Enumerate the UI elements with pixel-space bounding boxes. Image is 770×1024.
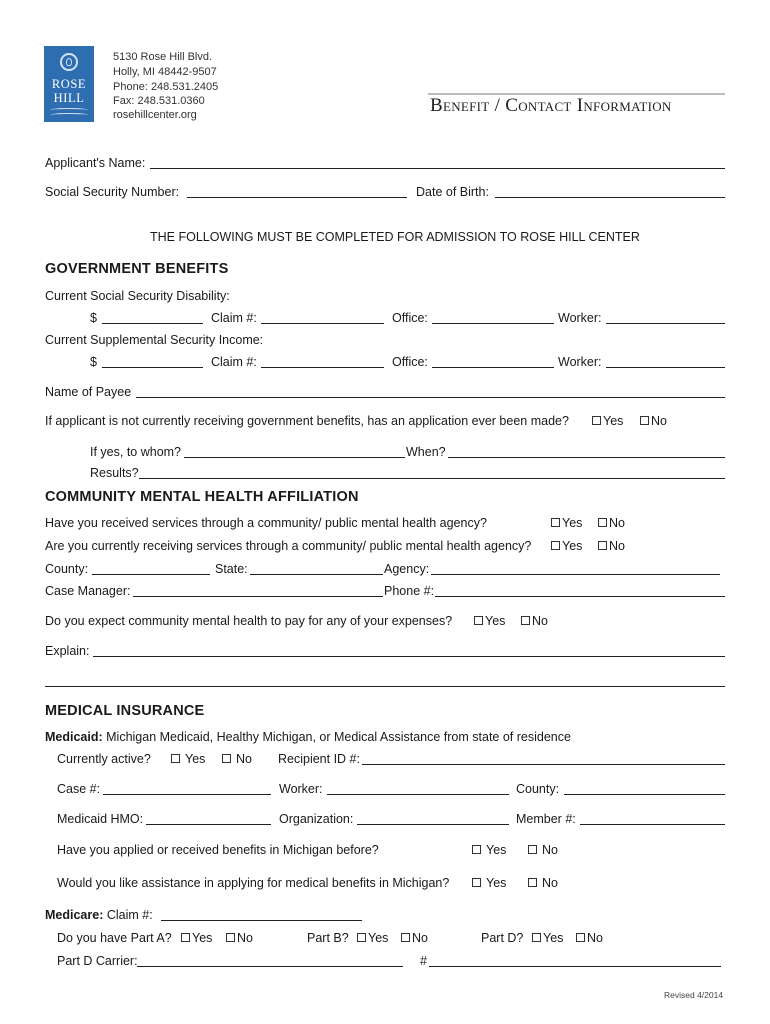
medicare-claim-field[interactable] xyxy=(161,920,362,921)
applicant-name-label: Applicant's Name: xyxy=(45,156,146,170)
ssd-dollar-sign: $ xyxy=(90,311,97,325)
assistance-yes-label: Yes xyxy=(486,876,507,890)
part-d-no-checkbox[interactable] xyxy=(576,933,585,942)
ssi-office-label: Office: xyxy=(392,355,428,369)
ssd-claim-field[interactable] xyxy=(261,323,384,324)
revised-date: Revised 4/2014 xyxy=(664,990,724,1000)
application-yes-label: Yes xyxy=(603,414,624,428)
to-whom-field[interactable] xyxy=(184,457,405,458)
ssd-label: Current Social Security Disability: xyxy=(45,289,230,303)
when-label: When? xyxy=(406,445,446,459)
dob-label: Date of Birth: xyxy=(416,185,489,199)
active-yes-checkbox[interactable] xyxy=(171,754,180,763)
medicare-line xyxy=(45,908,153,922)
logo-word-rose: ROSE xyxy=(51,77,87,91)
ssi-office-field[interactable] xyxy=(432,367,554,368)
ssd-worker-label: Worker: xyxy=(558,311,602,325)
cmh-q2-yes-checkbox[interactable] xyxy=(551,541,560,550)
medicaid-worker-label: Worker: xyxy=(279,782,323,796)
applied-yes-checkbox[interactable] xyxy=(472,845,481,854)
member-label: Member #: xyxy=(516,812,576,826)
part-b-yes-checkbox[interactable] xyxy=(357,933,366,942)
ssi-dollar-sign: $ xyxy=(90,355,97,369)
ssd-office-field[interactable] xyxy=(432,323,554,324)
cmh-q3: Do you expect community mental health to pay for any of your expenses? xyxy=(45,614,453,628)
applied-yes-label: Yes xyxy=(486,843,507,857)
medicaid-case-label: Case #: xyxy=(57,782,101,796)
cmh-agency-field[interactable] xyxy=(431,574,720,575)
medicare-claim-label: Claim #: xyxy=(106,908,153,922)
medicaid-worker-field[interactable] xyxy=(327,794,509,795)
active-yes-label: Yes xyxy=(185,752,206,766)
website: rosehillcenter.org xyxy=(113,109,197,121)
part-b-label: Part B? xyxy=(307,931,349,945)
ssd-claim-label: Claim #: xyxy=(211,311,257,325)
part-b-yes-label: Yes xyxy=(368,931,389,945)
applied-no-checkbox[interactable] xyxy=(528,845,537,854)
phone-line xyxy=(113,80,218,94)
address-line-1: 5130 Rose Hill Blvd. xyxy=(113,51,213,63)
cmh-county-label: County: xyxy=(45,562,89,576)
logo-swoosh xyxy=(50,108,88,112)
medicaid-hmo-label: Medicaid HMO: xyxy=(57,812,144,826)
when-field[interactable] xyxy=(448,457,725,458)
applicant-name-field[interactable] xyxy=(150,168,725,169)
part-d-no-label: No xyxy=(587,931,603,945)
medical-insurance-heading: MEDICAL INSURANCE xyxy=(45,703,205,719)
logo-word-hill: HILL xyxy=(53,91,85,105)
assistance-no-label: No xyxy=(542,876,558,890)
explain-field[interactable] xyxy=(93,656,725,657)
part-d-carrier-field[interactable] xyxy=(137,966,403,967)
medicaid-description: Michigan Medicaid, Healthy Michigan, or Medical Assistance from state of residence xyxy=(106,730,571,744)
ssi-claim-label: Claim #: xyxy=(211,355,257,369)
address-line-2: Holly, MI 48442-9507 xyxy=(113,66,217,78)
applied-no-label: No xyxy=(542,843,558,857)
active-no-label: No xyxy=(236,752,252,766)
cmh-q1-yes-label: Yes xyxy=(562,516,583,530)
medicaid-line xyxy=(45,730,571,744)
currently-active-label: Currently active? xyxy=(57,752,151,766)
cmh-state-label: State: xyxy=(215,562,248,576)
fax-number: 248.531.0360 xyxy=(137,95,205,107)
application-yes-checkbox[interactable] xyxy=(592,416,601,425)
part-d-yes-label: Yes xyxy=(543,931,564,945)
results-label: Results? xyxy=(90,466,139,480)
member-field[interactable] xyxy=(580,824,725,825)
organization-label: Organization: xyxy=(279,812,354,826)
cmh-q3-yes-label: Yes xyxy=(485,614,506,628)
part-b-no-label: No xyxy=(412,931,428,945)
application-question: If applicant is not currently receiving government benefits, has an application ever been made? xyxy=(45,414,569,428)
medicaid-county-field[interactable] xyxy=(564,794,725,795)
logo-swoosh xyxy=(50,113,88,117)
part-d-number-field[interactable] xyxy=(429,966,721,967)
part-a-yes-label: Yes xyxy=(192,931,213,945)
cmh-agency-label: Agency: xyxy=(384,562,430,576)
explain-label: Explain: xyxy=(45,644,90,658)
part-a-no-label: No xyxy=(237,931,253,945)
ssd-amount-field[interactable] xyxy=(102,323,203,324)
rose-emblem-icon xyxy=(60,53,78,71)
part-a-yes-checkbox[interactable] xyxy=(181,933,190,942)
active-no-checkbox[interactable] xyxy=(222,754,231,763)
part-a-label: Do you have Part A? xyxy=(57,931,172,945)
medicaid-hmo-field[interactable] xyxy=(146,824,271,825)
organization-field[interactable] xyxy=(357,824,509,825)
applied-michigan-question: Have you applied or received benefits in Michigan before? xyxy=(57,843,379,857)
part-d-carrier-label: Part D Carrier: xyxy=(57,954,138,968)
case-manager-label: Case Manager: xyxy=(45,584,131,598)
cmh-q2: Are you currently receiving services through a community/ public mental health agency? xyxy=(45,539,532,553)
assistance-yes-checkbox[interactable] xyxy=(472,878,481,887)
application-no-checkbox[interactable] xyxy=(640,416,649,425)
cmh-q2-no-label: No xyxy=(609,539,625,553)
payee-label: Name of Payee xyxy=(45,385,132,399)
cmh-phone-label: Phone #: xyxy=(384,584,435,598)
medicaid-label: Medicaid: xyxy=(45,730,103,744)
explain-field-line-2[interactable] xyxy=(45,686,725,687)
application-no-label: No xyxy=(651,414,667,428)
cmh-q1: Have you received services through a community/ public mental health agency? xyxy=(45,516,487,530)
ssi-claim-field[interactable] xyxy=(261,367,384,368)
part-d-number-label: # xyxy=(420,954,427,968)
part-a-no-checkbox[interactable] xyxy=(226,933,235,942)
cmh-phone-field[interactable] xyxy=(435,596,725,597)
ssi-label: Current Supplemental Security Income: xyxy=(45,333,264,347)
ssd-office-label: Office: xyxy=(392,311,428,325)
payee-field[interactable] xyxy=(136,397,725,398)
phone-label: Phone: xyxy=(113,81,148,93)
medicaid-county-label: County: xyxy=(516,782,560,796)
phone-number: 248.531.2405 xyxy=(150,81,219,93)
medicaid-case-field[interactable] xyxy=(103,794,271,795)
assistance-question: Would you like assistance in applying for medical benefits in Michigan? xyxy=(57,876,450,890)
ssd-worker-field[interactable] xyxy=(606,323,725,324)
part-b-no-checkbox[interactable] xyxy=(401,933,410,942)
rose-hill-logo xyxy=(44,46,94,122)
cmh-q3-no-label: No xyxy=(532,614,548,628)
to-whom-label: If yes, to whom? xyxy=(90,445,182,459)
part-d-yes-checkbox[interactable] xyxy=(532,933,541,942)
cmh-q3-yes-checkbox[interactable] xyxy=(474,616,483,625)
recipient-id-label: Recipient ID #: xyxy=(278,752,360,766)
medicare-label: Medicare: xyxy=(45,908,104,922)
cmh-county-field[interactable] xyxy=(92,574,210,575)
government-benefits-heading: GOVERNMENT BENEFITS xyxy=(45,261,229,277)
ssn-field[interactable] xyxy=(187,197,407,198)
ssn-label: Social Security Number: xyxy=(45,185,180,199)
admission-notice: THE FOLLOWING MUST BE COMPLETED FOR ADMISSION TO ROSE HILL CENTER xyxy=(150,230,640,244)
assistance-no-checkbox[interactable] xyxy=(528,878,537,887)
fax-line xyxy=(113,94,205,108)
recipient-id-field[interactable] xyxy=(362,764,725,765)
dob-field[interactable] xyxy=(495,197,725,198)
ssi-worker-field[interactable] xyxy=(606,367,725,368)
cmh-q2-yes-label: Yes xyxy=(562,539,583,553)
fax-label: Fax: xyxy=(113,95,135,107)
cmh-q3-no-checkbox[interactable] xyxy=(521,616,530,625)
case-manager-field[interactable] xyxy=(133,596,383,597)
cmh-q2-no-checkbox[interactable] xyxy=(598,541,607,550)
part-d-label: Part D? xyxy=(481,931,524,945)
cmh-state-field[interactable] xyxy=(250,574,383,575)
cmh-q1-no-label: No xyxy=(609,516,625,530)
ssi-worker-label: Worker: xyxy=(558,355,602,369)
page-title: Benefit / Contact Information xyxy=(430,95,672,116)
results-field[interactable] xyxy=(139,478,725,479)
cmh-heading: COMMUNITY MENTAL HEALTH AFFILIATION xyxy=(45,489,359,505)
ssi-amount-field[interactable] xyxy=(102,367,203,368)
cmh-q1-yes-checkbox[interactable] xyxy=(551,518,560,527)
cmh-q1-no-checkbox[interactable] xyxy=(598,518,607,527)
